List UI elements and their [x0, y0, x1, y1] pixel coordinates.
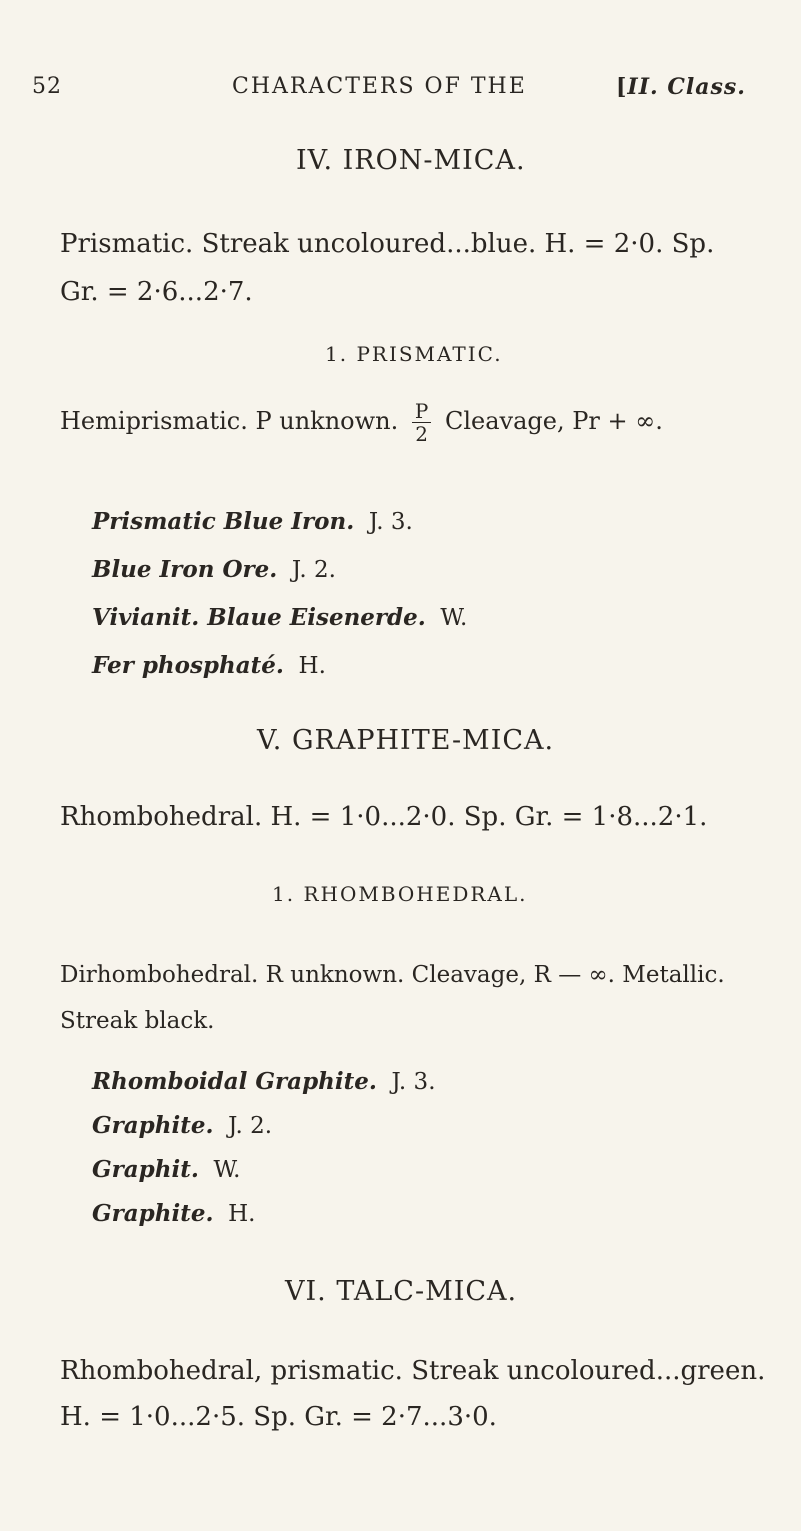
fraction-p-over-2: $\frac{P}{2}$ — [412, 400, 431, 445]
synonym-line: Graphit. W. — [92, 1156, 241, 1183]
synonym-line: Graphite. H. — [92, 1200, 256, 1227]
graphite-mica-desc-line1: Rhombohedral. H. = 1·0...2·0. Sp. Gr. = 1·8...2·1. — [60, 802, 708, 832]
synonym-line: Rhomboidal Graphite. J. 3. — [92, 1068, 436, 1095]
species-title-prismatic: 1. PRISMATIC. — [325, 342, 503, 366]
synonym-line: Prismatic Blue Iron. J. 3. — [92, 508, 413, 535]
species-title-rhombohedral: 1. RHOMBOHEDRAL. — [272, 882, 528, 906]
running-head: CHARACTERS OF THE — [232, 74, 527, 99]
section-title-graphite-mica: V. GRAPHITE-MICA. — [257, 725, 555, 756]
synonym-line: Vivianit. Blaue Eisenerde. W. — [92, 604, 468, 631]
iron-mica-desc-line2: Gr. = 2·6...2·7. — [60, 277, 253, 307]
running-head-class: [II. Class. — [616, 74, 746, 100]
rhombohedral-species-line2: Streak black. — [60, 1008, 215, 1034]
synonym-line: Graphite. J. 2. — [92, 1112, 273, 1139]
talc-mica-desc-line1: Rhombohedral, prismatic. Streak uncoloured...green. — [60, 1356, 766, 1386]
synonym-line: Fer phosphaté. H. — [92, 652, 326, 679]
talc-mica-desc-line2: H. = 1·0...2·5. Sp. Gr. = 2·7...3·0. — [60, 1402, 497, 1432]
prismatic-species-desc: Hemiprismatic. P unknown. $\frac{P}{2}$ Cleavage, Pr + ∞. — [60, 399, 663, 446]
page-number: 52 — [32, 74, 62, 99]
synonym-line: Blue Iron Ore. J. 2. — [92, 556, 336, 583]
section-title-talc-mica: VI. TALC-MICA. — [285, 1276, 518, 1307]
rhombohedral-species-line1: Dirhombohedral. R unknown. Cleavage, R — ∞. Metallic. — [60, 962, 725, 988]
iron-mica-desc-line1: Prismatic. Streak uncoloured...blue. H. = 2·0. Sp. — [60, 229, 715, 259]
section-title-iron-mica: IV. IRON-MICA. — [296, 145, 526, 176]
